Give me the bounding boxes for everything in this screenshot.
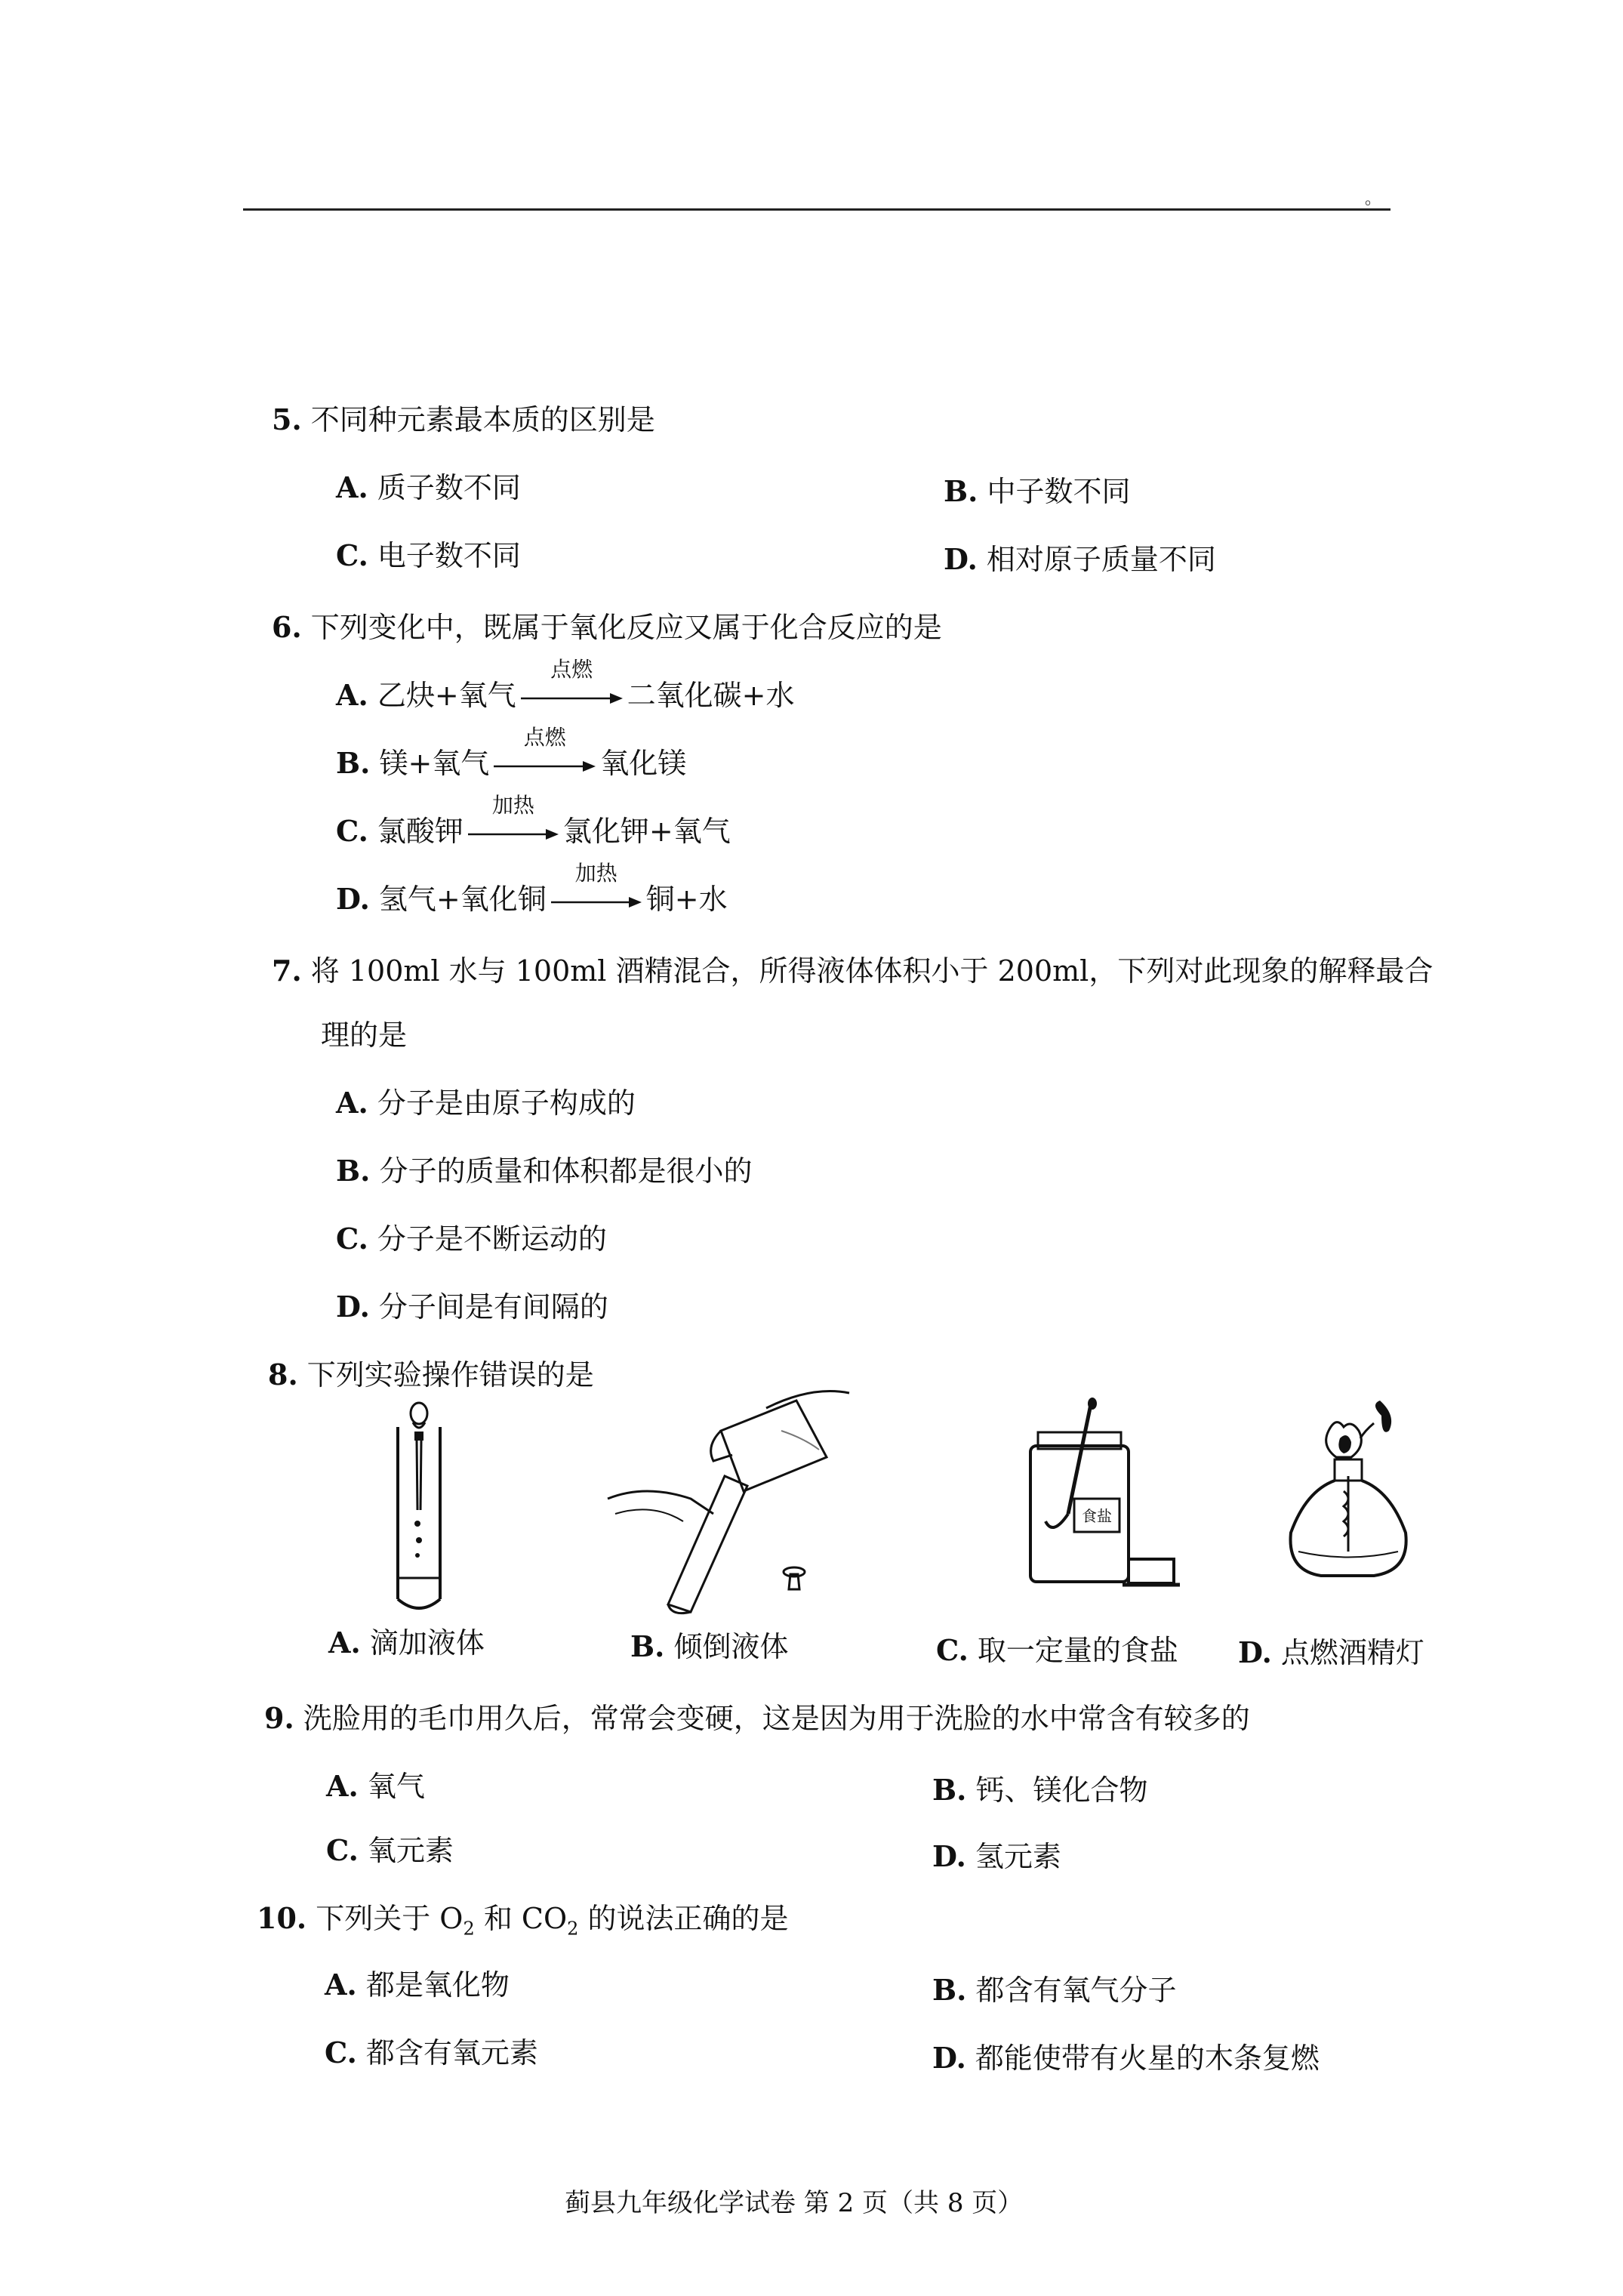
option-label: B. <box>336 1154 371 1188</box>
option-text: 取一定量的食盐 <box>977 1634 1178 1667</box>
equation-left: 氢气+氧化铜 <box>378 883 547 916</box>
header-mark: 。 <box>1365 190 1382 208</box>
option-label: D. <box>932 2041 966 2075</box>
option-10a[interactable] <box>325 1962 510 2003</box>
option-label: A. <box>328 1626 361 1660</box>
option-label: D. <box>336 882 370 916</box>
subscript: 2 <box>463 1918 475 1940</box>
option-9d[interactable] <box>932 1833 1061 1875</box>
option-text: 分子是不断运动的 <box>377 1222 607 1256</box>
option-text: 氧元素 <box>367 1834 454 1867</box>
header-rule <box>243 208 1390 211</box>
equation-left: 镁+氧气 <box>379 747 490 780</box>
option-label: C. <box>336 1222 368 1256</box>
option-text: 点燃酒精灯 <box>1280 1636 1424 1669</box>
reaction-condition: 加热 <box>574 861 617 886</box>
option-label: A. <box>336 470 368 504</box>
reaction-arrow <box>551 861 642 916</box>
option-7d[interactable] <box>336 1284 608 1325</box>
option-8a[interactable] <box>328 1620 485 1661</box>
option-label: C. <box>336 538 368 572</box>
option-6d[interactable] <box>336 861 728 917</box>
question-number: 6. <box>272 610 302 644</box>
option-text: 分子的质量和体积都是很小的 <box>379 1154 753 1188</box>
option-5b[interactable] <box>944 468 1130 510</box>
option-5d[interactable] <box>944 536 1216 578</box>
option-label: B. <box>932 1773 967 1807</box>
option-9a[interactable] <box>326 1763 425 1804</box>
question-number: 7. <box>272 954 302 988</box>
question-stem: 不同种元素最本质的区别是 <box>310 403 655 436</box>
option-7c[interactable] <box>336 1216 607 1257</box>
option-label: C. <box>936 1633 969 1667</box>
figure-alcohol-lamp <box>1276 1401 1419 1596</box>
jar-label: 食盐 <box>1082 1507 1112 1525</box>
reaction-condition: 点燃 <box>523 725 566 750</box>
option-label: C. <box>326 1833 359 1867</box>
option-label: C. <box>336 814 368 848</box>
reaction-condition: 点燃 <box>550 657 593 682</box>
subscript: 2 <box>567 1918 579 1940</box>
option-7a[interactable] <box>336 1080 636 1121</box>
option-6c[interactable] <box>336 793 731 849</box>
option-label: B. <box>336 746 371 780</box>
question-stem: 下列实验操作错误的是 <box>306 1358 594 1391</box>
question-7-line2: 理的是 <box>321 1019 408 1052</box>
option-label: A. <box>326 1769 359 1803</box>
reaction-condition: 加热 <box>491 793 534 818</box>
question-stem: 将 100ml 水与 100ml 酒精混合，所得液体体积小于 200ml，下列对此现象的解释最合 <box>310 954 1434 988</box>
option-text: 质子数不同 <box>377 471 521 504</box>
option-label: A. <box>336 678 368 712</box>
page-footer: 蓟县九年级化学试卷 第 2 页（共 8 页） <box>565 2188 1024 2218</box>
option-8b[interactable] <box>630 1623 788 1665</box>
question-5 <box>272 396 655 438</box>
equation-right: 氯化钾+氧气 <box>562 815 731 848</box>
option-5c[interactable] <box>336 532 521 574</box>
option-text: 都含有氧气分子 <box>975 1974 1177 2007</box>
option-text: 分子间是有间隔的 <box>378 1290 608 1324</box>
question-9 <box>264 1695 1250 1737</box>
option-text: 都是氧化物 <box>365 1968 510 2002</box>
option-label: D. <box>944 542 978 576</box>
option-9c[interactable] <box>326 1827 454 1869</box>
option-text: 中子数不同 <box>987 475 1131 508</box>
option-5a[interactable] <box>336 464 521 506</box>
arrow-icon <box>551 895 642 910</box>
question-stem-mid: 和 CO <box>474 1902 568 1935</box>
arrow-icon <box>494 759 596 774</box>
option-10d[interactable] <box>932 2035 1320 2076</box>
question-8 <box>268 1351 594 1393</box>
figure-salt-jar <box>1015 1401 1196 1596</box>
equation-left: 乙炔+氧气 <box>377 679 516 712</box>
option-text: 氧气 <box>367 1770 425 1803</box>
option-label: B. <box>944 474 978 508</box>
option-text: 滴加液体 <box>369 1626 485 1660</box>
option-6a[interactable] <box>336 657 795 713</box>
reaction-arrow <box>494 725 596 780</box>
option-text: 都含有氧元素 <box>365 2036 538 2069</box>
option-text: 电子数不同 <box>377 539 521 572</box>
option-label: A. <box>325 1968 357 2002</box>
reaction-arrow <box>521 657 623 712</box>
equation-right: 氧化镁 <box>600 747 687 780</box>
option-text: 倾倒液体 <box>673 1630 789 1663</box>
option-label: D. <box>336 1290 370 1324</box>
option-label: A. <box>336 1086 368 1120</box>
question-number: 10. <box>257 1901 307 1935</box>
option-10b[interactable] <box>932 1967 1176 2008</box>
arrow-icon <box>468 827 559 842</box>
option-label: D. <box>932 1839 966 1873</box>
option-text: 氢元素 <box>975 1840 1061 1873</box>
option-label: B. <box>630 1629 665 1663</box>
equation-right: 二氧化碳+水 <box>627 679 795 712</box>
arrow-icon <box>521 691 623 706</box>
option-9b[interactable] <box>932 1767 1147 1808</box>
question-number: 8. <box>268 1358 298 1391</box>
equation-left: 氯酸钾 <box>377 815 463 848</box>
question-6 <box>272 604 942 646</box>
option-text: 相对原子质量不同 <box>986 543 1216 576</box>
option-label: C. <box>325 2036 357 2069</box>
question-stem: 下列变化中，既属于氧化反应又属于化合反应的是 <box>310 611 942 644</box>
figure-dropper-test-tube <box>381 1397 457 1623</box>
option-label: D. <box>1238 1635 1272 1669</box>
equation-right: 铜+水 <box>645 883 728 916</box>
option-label: B. <box>932 1973 967 2007</box>
question-7 <box>272 948 1433 989</box>
option-10c[interactable] <box>325 2029 538 2071</box>
option-7b[interactable] <box>336 1148 752 1189</box>
option-text: 都能使带有火星的木条复燃 <box>975 2042 1320 2075</box>
reaction-arrow <box>468 793 559 848</box>
option-text: 钙、镁化合物 <box>975 1774 1148 1807</box>
question-stem: 洗脸用的毛巾用久后，常常会变硬，这是因为用于洗脸的水中常含有较多的 <box>303 1702 1250 1735</box>
option-text: 分子是由原子构成的 <box>377 1086 636 1120</box>
question-number: 9. <box>264 1701 294 1735</box>
question-stem-pre: 下列关于 O <box>316 1902 463 1935</box>
question-number: 5. <box>272 402 302 436</box>
question-stem-post: 的说法正确的是 <box>578 1902 789 1935</box>
option-8d[interactable] <box>1238 1629 1424 1671</box>
option-6b[interactable] <box>336 725 687 781</box>
figure-pouring-liquid <box>600 1385 857 1619</box>
question-10 <box>257 1895 789 1940</box>
option-8c[interactable] <box>936 1627 1178 1669</box>
